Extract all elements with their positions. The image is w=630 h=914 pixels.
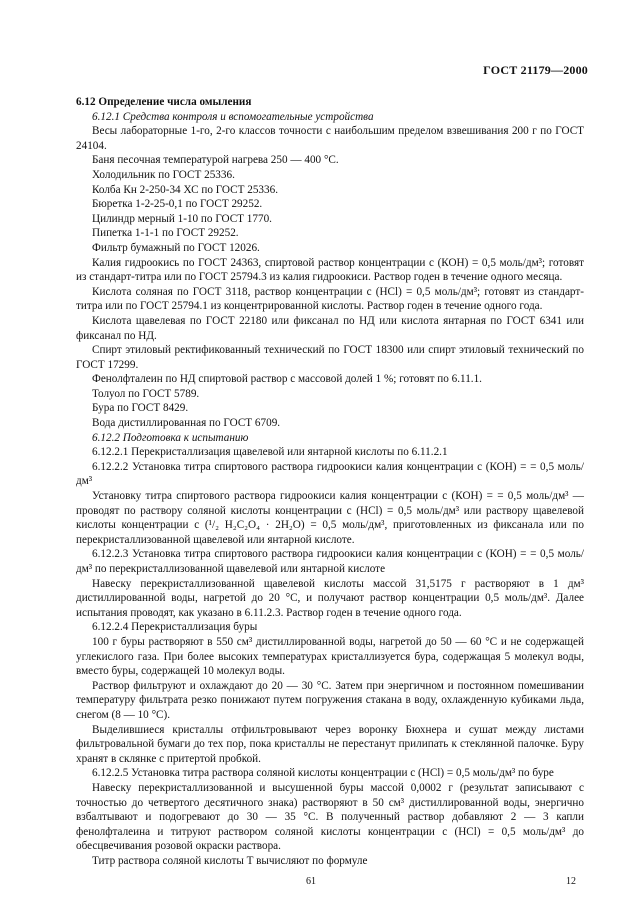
- paragraph: Калия гидроокись по ГОСТ 24363, спиртовой раствор концентрации c (КОН) = 0,5 моль/дм³; готовят из стандарт-титра или по ГОСТ 25794.3 из калия гидроокиси. Раствор годен в течение одного месяца.: [76, 256, 584, 284]
- paragraph: Кислота щавелевая по ГОСТ 22180 или фиксанал по НД или кислота янтарная по ГОСТ 6341 или фиксанал по НД.: [76, 314, 584, 342]
- paragraph: Навеску перекристаллизованной щавелевой кислоты массой 31,5175 г растворяют в 1 дм³ дистиллированной воды, нагретой до 20 °С, и получают раствор концентрации 0,5 моль/дм³. Далее испытания проводят, как указано в 6.11.2.3. Раствор годен в течение одного года.: [76, 577, 584, 619]
- page-number: 61: [306, 876, 316, 887]
- section-heading: 6.12 Определение числа омыления: [76, 96, 252, 108]
- subsection-heading: 6.12.2 Подготовка к испытанию: [92, 431, 249, 444]
- paragraph: 6.12.2.4 Перекристаллизация буры: [92, 621, 258, 634]
- paragraph: Пипетка 1-1-1 по ГОСТ 29252.: [92, 227, 239, 240]
- paragraph: Вода дистиллированная по ГОСТ 6709.: [92, 417, 281, 430]
- standard-number: ГОСТ 21179—2000: [483, 63, 588, 77]
- document-body: [76, 95, 584, 868]
- subsection-heading: 6.12.1 Средства контроля и вспомогательные устройства: [92, 110, 374, 123]
- paragraph: Фенолфталеин по НД спиртовой раствор с массовой долей 1 %; готовят по 6.11.1.: [92, 373, 482, 386]
- paragraph: Фильтр бумажный по ГОСТ 12026.: [92, 241, 260, 254]
- paragraph: Выделившиеся кристаллы отфильтровывают через воронку Бюхнера и сушат между листами фильтровальной бумаги до тех пор, пока кристаллы не перестанут прилипать к стеклянной палочке. Буру хранят в склянке с притертой пробкой.: [76, 723, 584, 765]
- paragraph: Баня песочная температурой нагрева 250 — 400 °С.: [92, 154, 339, 167]
- sheet-number: 12: [566, 876, 576, 887]
- paragraph: Толуол по ГОСТ 5789.: [92, 387, 200, 400]
- paragraph: Весы лабораторные 1-го, 2-го классов точности с наибольшим пределом взвешивания 200 г по ГОСТ 24104.: [76, 125, 584, 152]
- paragraph: Колба Кн 2-250-34 ХС по ГОСТ 25336.: [92, 183, 278, 196]
- paragraph: Титр раствора соляной кислоты T вычисляют по формуле: [92, 854, 368, 867]
- paragraph: 6.12.2.2 Установка титра спиртового раствора гидроокиси калия концентрации c (КОН) = = 0,5 моль/дм³: [76, 460, 584, 488]
- paragraph: Цилиндр мерный 1-10 по ГОСТ 1770.: [92, 212, 272, 225]
- paragraph: Бюретка 1-2-25-0,1 по ГОСТ 29252.: [92, 198, 263, 211]
- paragraph: Раствор фильтруют и охлаждают до 20 — 30 °С. Затем при энергичном и постоянном помешивании температуру фильтрата резко понижают путем погружения стакана в воду, охлажденную кубиками льда, снегом (8 — 10 °С).: [76, 679, 584, 721]
- paragraph: Спирт этиловый ректификованный технический по ГОСТ 18300 или спирт этиловый технический по ГОСТ 17299.: [76, 344, 584, 371]
- paragraph: Холодильник по ГОСТ 25336.: [92, 168, 235, 181]
- paragraph: 6.12.2.5 Установка титра раствора соляной кислоты концентрации c (HCl) = 0,5 моль/дм³ по буре: [92, 767, 554, 780]
- paragraph: Бура по ГОСТ 8429.: [92, 402, 189, 415]
- paragraph: 6.12.2.3 Установка титра спиртового раствора гидроокиси калия концентрации c (КОН) = = 0,5 моль/дм³ по перекристаллизованной щавелевой или янтарной кислоте: [76, 548, 584, 575]
- paragraph: 6.12.2.1 Перекристаллизация щавелевой или янтарной кислоты по 6.11.2.1: [92, 446, 448, 459]
- paragraph: Установку титра спиртового раствора гидроокиси калия концентрации c (КОН) = = 0,5 моль/дм³ — проводят по раствору соляной кислоты концентрации c (HCl) = 0,5 моль/дм³ или раствору щавелевой кислоты концентрации c (¹/₂ H₂C₂O₄ · 2H₂O) = 0,5 моль/дм³, приготовленных из фиксанала или по перекристаллизованной щавелевой или янтарной кислоте.: [76, 490, 584, 546]
- paragraph: 100 г буры растворяют в 550 см³ дистиллированной воды, нагретой до 50 — 60 °С и не содержащей углекислого газа. При более высоких температурах кристаллизуется бура, содержащая 5 молекул воды, вместо буры, содержащей 10 молекул воды.: [76, 635, 584, 678]
- paragraph: Кислота соляная по ГОСТ 3118, раствор концентрации c (HCl) = 0,5 моль/дм³; готовят из стандарт-титра или по ГОСТ 25794.1 из концентрированной кислоты. Раствор годен в течение одного года.: [76, 285, 584, 313]
- paragraph: Навеску перекристаллизованной и высушенной буры массой 0,0002 г (результат записывают с точностью до четвертого десятичного знака) растворяют в 50 см³ дистиллированной воды, энергично взбалтывают и подогревают до 30 — 35 °С. В полученный раствор добавляют 2 — 3 капли фенолфталеина и титруют раствором соляной кислоты концентрации c (HCl) = 0,5 моль/дм³ до обесцвечивания розовой окраски раствора.: [76, 781, 584, 853]
